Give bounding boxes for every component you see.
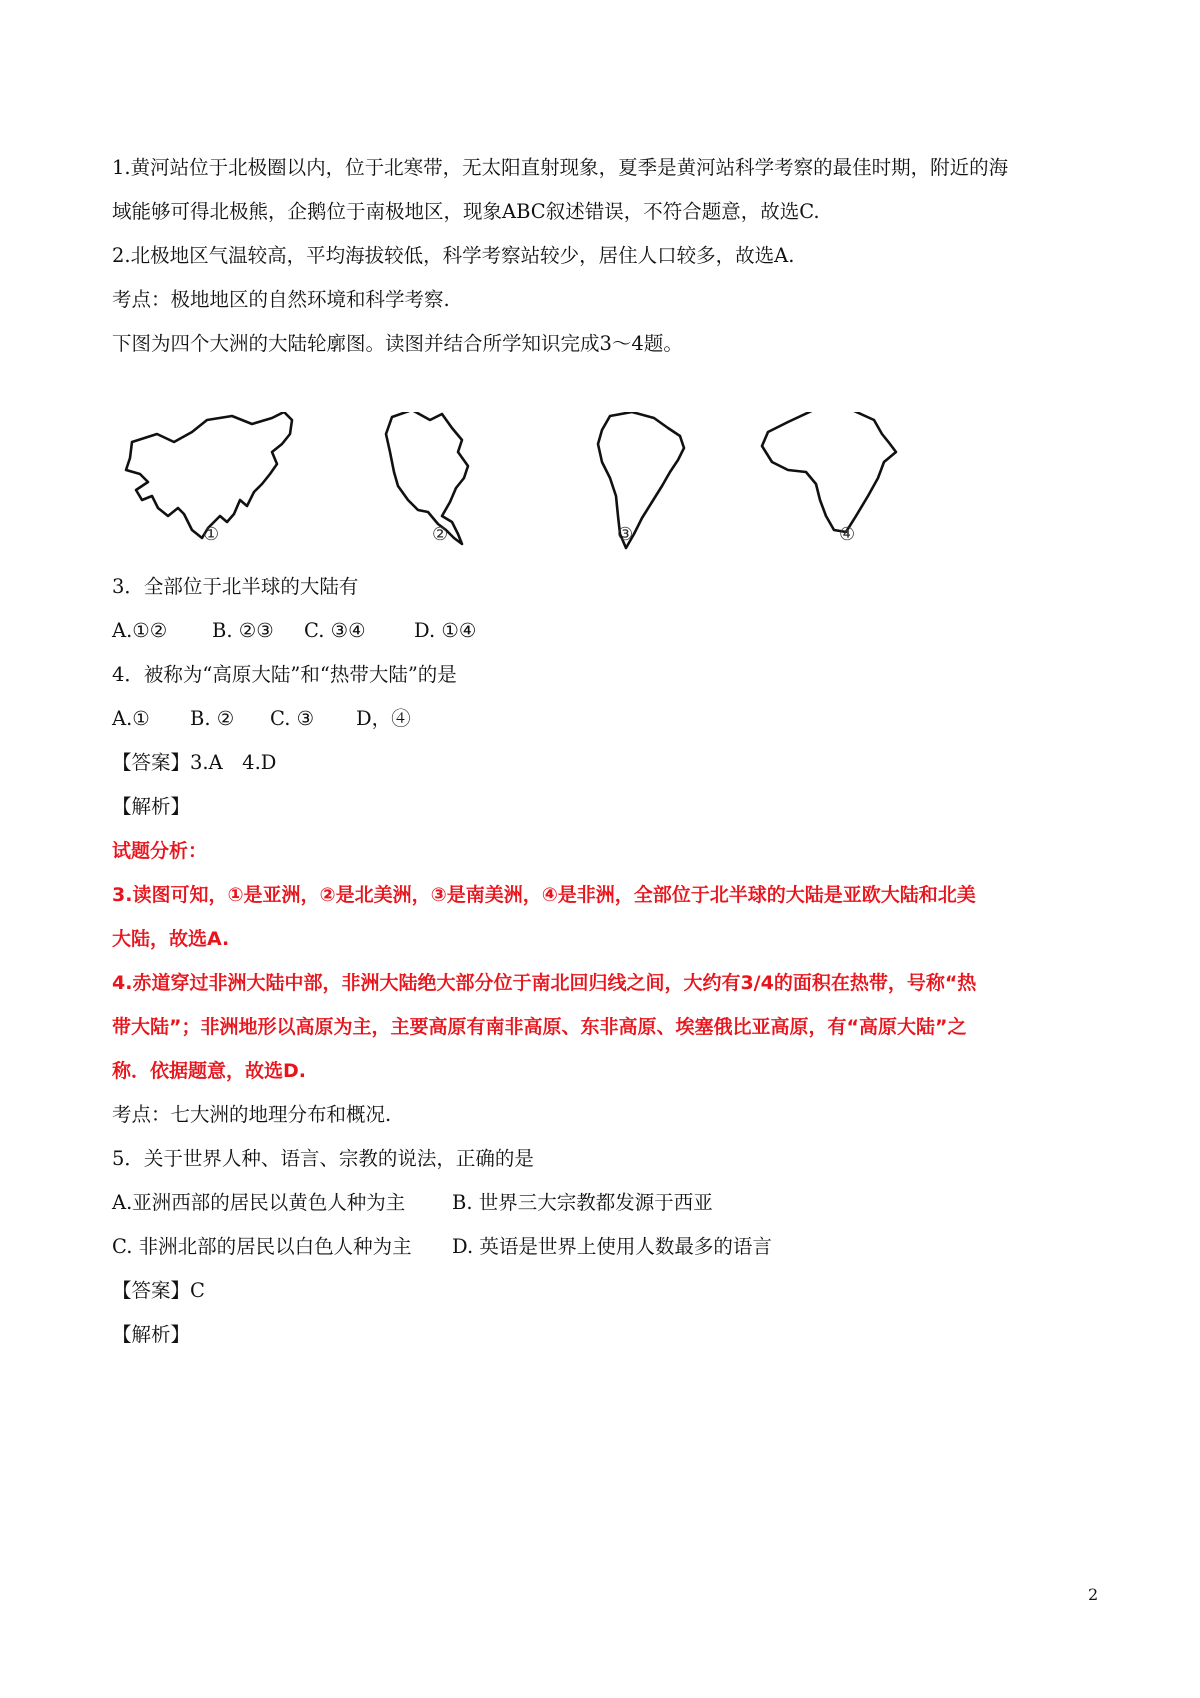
map-label-2: ② xyxy=(432,524,449,545)
kaodian-2: 考点：七大洲的地理分布和概况. xyxy=(112,1103,392,1126)
q3-option-d: D. ①④ xyxy=(414,619,477,642)
q5-option-c: C. 非洲北部的居民以白色人种为主 xyxy=(112,1235,412,1258)
question-3-options xyxy=(112,618,476,644)
q3-option-b: B. ②③ xyxy=(212,619,274,642)
analysis-line-1: 3.读图可知，①是亚洲，②是北美洲，③是南美洲，④是非洲，全部位于北半球的大陆是亚欧大陆和北美 xyxy=(112,884,976,906)
question-4-stem: 4．被称为“高原大陆”和“热带大陆”的是 xyxy=(112,663,457,686)
answer-3-4: 【答案】3.A 4.D xyxy=(112,751,277,774)
question-5-options-row2 xyxy=(112,1234,772,1260)
question-3-stem: 3．全部位于北半球的大陆有 xyxy=(112,575,359,598)
q5-option-d: D. 英语是世界上使用人数最多的语言 xyxy=(452,1235,772,1258)
question-4-options xyxy=(112,706,411,732)
analysis-line-5: 称．依据题意，故选D. xyxy=(112,1060,306,1082)
map-label-3: ③ xyxy=(617,524,634,545)
q4-option-a: A.① xyxy=(112,707,150,730)
analysis-heading: 试题分析： xyxy=(112,840,208,862)
eurasia-outline xyxy=(126,412,292,538)
figure-intro: 下图为四个大洲的大陆轮廓图。读图并结合所学知识完成3～4题。 xyxy=(112,332,683,355)
africa-outline xyxy=(762,412,896,532)
question-5-stem: 5．关于世界人种、语言、宗教的说法，正确的是 xyxy=(112,1147,534,1170)
q5-option-a: A.亚洲西部的居民以黄色人种为主 xyxy=(112,1191,406,1214)
analysis-line-2: 大陆，故选A. xyxy=(112,928,230,950)
q3-option-a: A.①② xyxy=(112,619,168,642)
jiexi-heading-2: 【解析】 xyxy=(112,1323,191,1346)
south-america-outline xyxy=(598,412,684,548)
question-5-options-row1 xyxy=(112,1190,713,1216)
answer-5: 【答案】C xyxy=(112,1279,205,1302)
explanation-q2: 2.北极地区气温较高，平均海拔较低，科学考察站较少，居住人口较多，故选A. xyxy=(112,244,795,267)
explanation-q1-line1: 1.黄河站位于北极圈以内，位于北寒带，无太阳直射现象，夏季是黄河站科学考察的最佳时期，附近的海 xyxy=(112,156,1009,179)
map-label-1: ① xyxy=(203,524,220,545)
q3-option-c: C. ③④ xyxy=(304,619,366,642)
q4-option-c: C. ③ xyxy=(270,707,315,730)
q5-option-b: B. 世界三大宗教都发源于西亚 xyxy=(452,1191,713,1214)
analysis-line-3: 4.赤道穿过非洲大陆中部，非洲大陆绝大部分位于南北回归线之间，大约有3/4的面积在热带，号称“热 xyxy=(112,972,977,994)
q4-option-d: D，④ xyxy=(356,707,411,730)
jiexi-heading-1: 【解析】 xyxy=(112,795,191,818)
page-number: 2 xyxy=(1088,1585,1099,1604)
analysis-line-4: 带大陆”；非洲地形以高原为主，主要高原有南非高原、东非高原、埃塞俄比亚高原，有“高原大陆”之 xyxy=(112,1016,967,1038)
map-label-4: ④ xyxy=(839,524,856,545)
q4-option-b: B. ② xyxy=(190,707,235,730)
explanation-q1-line2: 域能够可得北极熊，企鹅位于南极地区，现象ABC叙述错误，不符合题意，故选C. xyxy=(112,200,820,223)
kaodian-1: 考点：极地地区的自然环境和科学考察. xyxy=(112,288,450,311)
north-america-outline xyxy=(386,412,468,544)
